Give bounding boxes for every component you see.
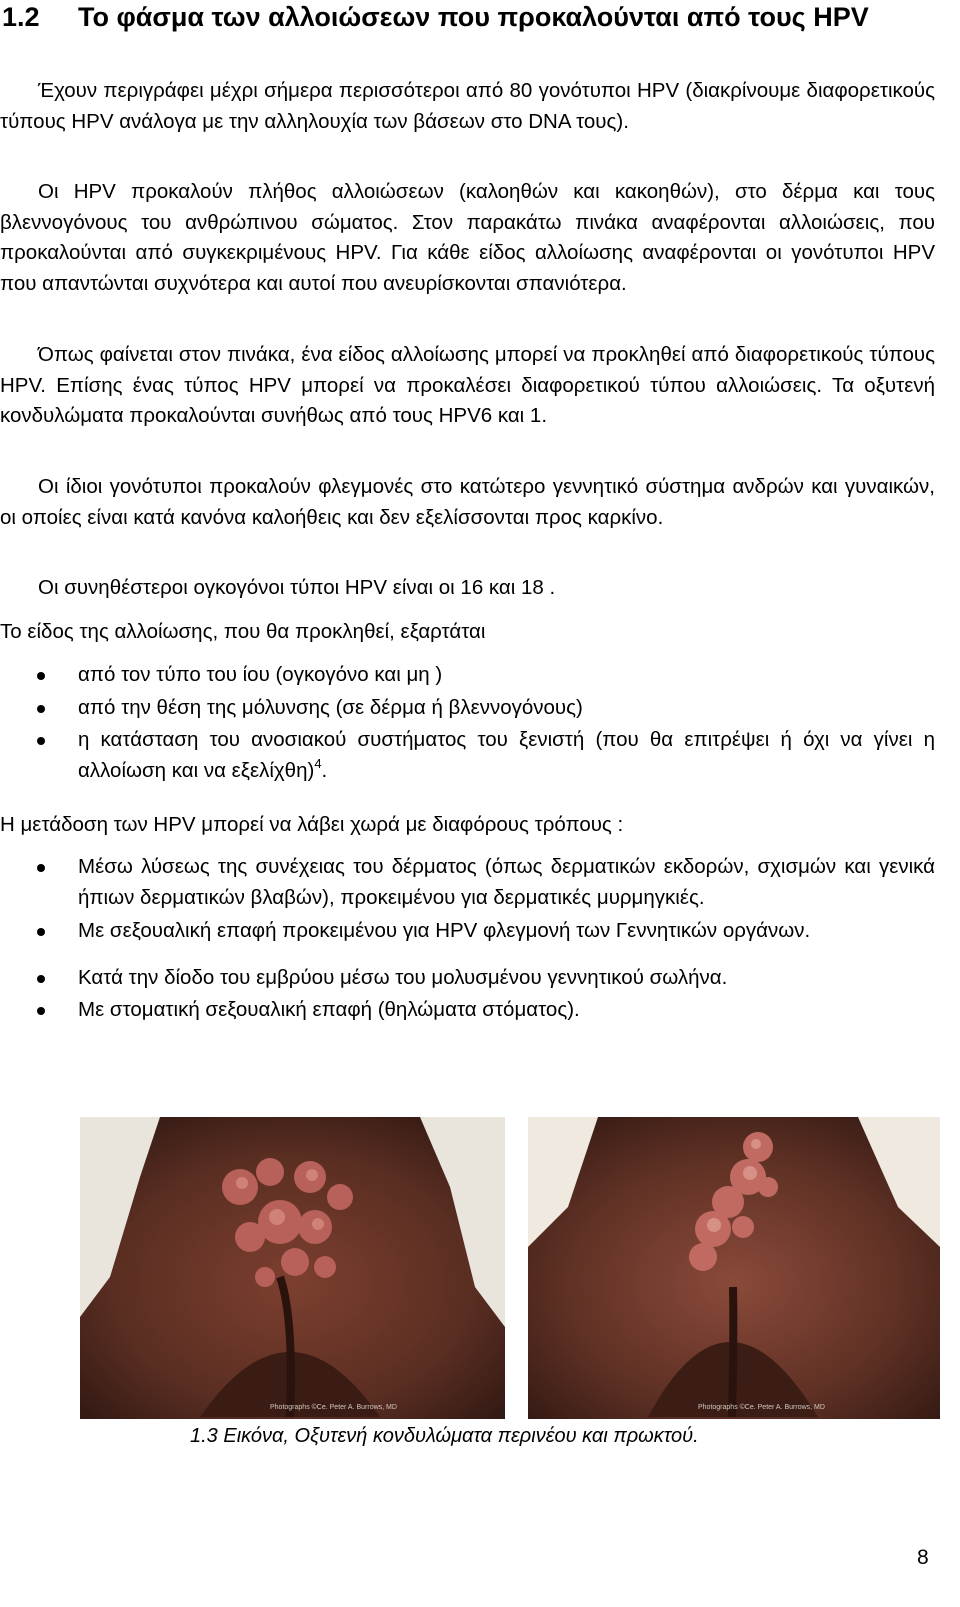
- paragraph-oncogenic-types: Οι συνηθέστεροι ογκογόνοι τύποι HPV είναι οι 16 και 18 .: [38, 576, 556, 599]
- list-item: από την θέση της μόλυνσης (σε δέρμα ή βλεννογόνους): [0, 693, 935, 724]
- paragraph-table-note: Όπως φαίνεται στον πινάκα, ένα είδος αλλοίωσης μπορεί να προκληθεί από διαφορετικούς τύπους HPV. Επίσης ένας τύπος HPV μπορεί να προκαλέσει διαφορετικού τύπου αλλοιώσεις. Τα οξυτενή κονδυλώματα προκαλούνται συνήθως από τους HPV6 και 1.: [0, 343, 935, 427]
- bullet-icon: [37, 672, 45, 680]
- reference-superscript: 4: [314, 755, 322, 771]
- clinical-photo-left-image: [80, 1117, 505, 1419]
- photo-credit-right: Photographs ©Ce. Peter A. Burrows, MD: [698, 1404, 825, 1411]
- list-item: Με σεξουαλική επαφή προκειμένου για HPV φλεγμονή των Γεννητικών οργάνων.: [0, 916, 935, 947]
- bullet-icon: [37, 864, 45, 872]
- list-item: η κατάσταση του ανοσιακού συστήματος του ξενιστή (που θα επιτρέψει ή όχι να γίνει η αλλοίωση και να εξελίχθη)$^4$.: [0, 725, 935, 786]
- list-item: Με στοματική σεξουαλική επαφή (θηλώματα στόματος).: [0, 995, 935, 1026]
- figure-clinical-photos: [80, 1117, 940, 1419]
- paragraph-depends-intro: Το είδος της αλλοίωσης, που θα προκληθεί, εξαρτάται: [0, 620, 486, 643]
- page-number: 8: [917, 1546, 929, 1569]
- paragraph-inflammation: Οι ίδιοι γονότυποι προκαλούν φλεγμονές στο κατώτερο γεννητικό σύστημα ανδρών και γυναικών, οι οποίες είναι κατά κανόνα καλοήθεις και δεν εξελίσσονται προς καρκίνο.: [0, 475, 935, 529]
- paragraph-transmission-intro: Η μετάδοση των HPV μπορεί να λάβει χωρά με διαφόρους τρόπους :: [0, 813, 624, 836]
- figure-caption: 1.3 Εικόνα, Οξυτενή κονδυλώματα περινέου και πρωκτού.: [190, 1425, 699, 1447]
- photo-credit-left: Photographs ©Ce. Peter A. Burrows, MD: [270, 1404, 397, 1411]
- dependency-list: [0, 660, 935, 786]
- clinical-photo-left: [80, 1117, 505, 1419]
- section-number: 1.2: [2, 2, 40, 32]
- list-item: από τον τύπο του ίου (ογκογόνο και μη ): [0, 660, 935, 691]
- bullet-icon: [37, 737, 45, 745]
- list-item: Κατά την δίοδο του εμβρύου μέσω του μολυσμένου γεννητικού σωλήνα.: [0, 963, 935, 994]
- bullet-icon: [37, 975, 45, 983]
- paragraph-genotypes: Έχουν περιγράφει μέχρι σήμερα περισσότεροι από 80 γονότυποι HPV (διακρίνουμε διαφορετικούς τύπους HPV ανάλογα με την αλληλουχία των βάσεων στο DNA τους).: [0, 79, 935, 133]
- clinical-photo-right-image: [528, 1117, 940, 1419]
- section-title: Το φάσμα των αλλοιώσεων που προκαλούνται από τους HPV: [78, 2, 869, 32]
- clinical-photo-right: [528, 1117, 940, 1419]
- bullet-icon: [37, 705, 45, 713]
- bullet-icon: [37, 928, 45, 936]
- bullet-icon: [37, 1007, 45, 1015]
- paragraph-lesions: Οι HPV προκαλούν πλήθος αλλοιώσεων (καλοηθών και κακοηθών), στο δέρμα και τους βλεννογόνους του ανθρώπινου σώματος. Στον παρακάτω πινάκα αναφέρονται αλλοιώσεις, που προκαλούνται από συγκεκριμένους HPV. Για κάθε είδος αλλοίωσης αναφέρονται οι γονότυποι HPV που απαντώνται συχνότερα και αυτοί που ανευρίσκονται σπανιότερα.: [0, 180, 935, 295]
- transmission-list: [0, 852, 935, 1026]
- list-item: Μέσω λύσεως της συνέχειας του δέρματος (όπως δερματικών εκδορών, σχισμών και γενικά ήπιων δερματικών βλαβών), προκειμένου για δερματικές μυρμηγκιές.: [0, 852, 935, 913]
